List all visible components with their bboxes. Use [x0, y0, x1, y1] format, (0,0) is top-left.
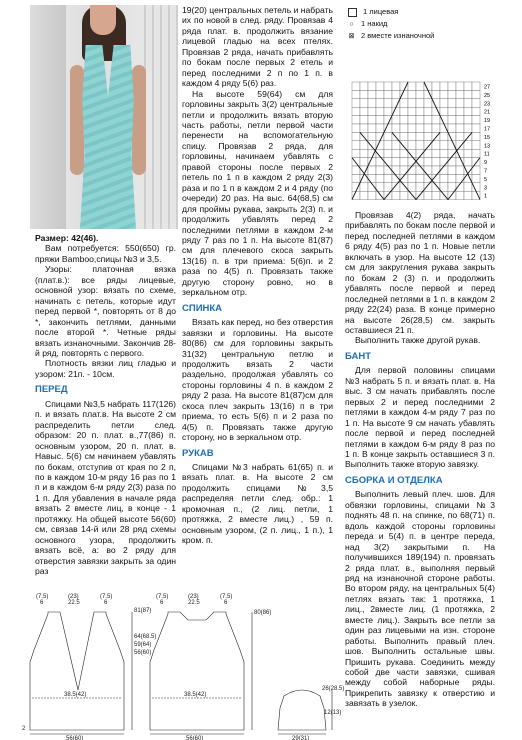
chart-cell: [360, 107, 368, 115]
chart-row-number: 13: [484, 143, 491, 150]
chart-cell: [432, 90, 440, 98]
chart-cell: [408, 158, 416, 166]
pattern-schematics: [20, 590, 345, 740]
chart-cell: [456, 90, 464, 98]
front-top-right-dim-b: 6: [104, 600, 108, 606]
chart-cell: [432, 191, 440, 199]
chart-cell: [440, 158, 448, 166]
chart-cell: [456, 107, 464, 115]
model-left-arm: [70, 65, 84, 175]
chart-cell: [352, 174, 360, 182]
chart-cell: [352, 124, 360, 132]
back-heading: СПИНКА: [182, 302, 223, 314]
chart-cell: [448, 82, 456, 90]
chart-cell: [456, 158, 464, 166]
chart-cell: [368, 90, 376, 98]
chart-cell: [384, 82, 392, 90]
chart-cell: [400, 107, 408, 115]
chart-cell: [424, 166, 432, 174]
chart-row-numbers: [484, 85, 490, 200]
middle-column: [182, 5, 333, 546]
chart-cell: [432, 166, 440, 174]
knit-symbol-icon: [348, 8, 357, 17]
sleeve-width-bottom: 29(31): [292, 736, 310, 740]
legend-item-purl2tog: ⊠ 2 вместе изнаночной: [348, 31, 435, 40]
back-height-80: 80(86): [254, 610, 272, 616]
chart-cell: [384, 149, 392, 157]
chart-cell: [464, 174, 472, 182]
back-top-left-dim: (7.5): [156, 594, 169, 600]
chart-cell: [376, 124, 384, 132]
chart-cell: [352, 99, 360, 107]
chart-cell: [464, 149, 472, 157]
chart-cell: [456, 132, 464, 140]
model-right-arm: [132, 65, 146, 175]
chart-cell: [456, 82, 464, 90]
chart-row-number: 1: [484, 193, 488, 200]
dress-photo: [30, 5, 178, 229]
chart-cell: [408, 132, 416, 140]
chart-cell: [440, 166, 448, 174]
chart-cell: [440, 183, 448, 191]
chart-cell: [448, 90, 456, 98]
back-top-mid-dim: (23): [188, 594, 199, 600]
chart-cell: [472, 132, 480, 140]
model-dress: [80, 45, 136, 229]
chart-cell: [376, 166, 384, 174]
chart-cell: [432, 183, 440, 191]
chart-cell: [456, 116, 464, 124]
chart-cell: [424, 132, 432, 140]
gauge-text: Плотность вязки лиц гладью и узором: 21п. - 10см.: [35, 358, 176, 379]
chart-cell: [392, 158, 400, 166]
chart-cell: [432, 107, 440, 115]
chart-cell: [472, 141, 480, 149]
left-column: [35, 233, 176, 577]
chart-cell: [408, 166, 416, 174]
front-top-left-dim-b: 6: [40, 600, 44, 606]
chart-cell: [400, 124, 408, 132]
chart-cell: [464, 124, 472, 132]
chart-cell: [464, 158, 472, 166]
chart-cell: [456, 191, 464, 199]
chart-cell: [376, 158, 384, 166]
chart-cell: [392, 82, 400, 90]
chart-cell: [384, 166, 392, 174]
chart-cell: [352, 82, 360, 90]
chart-cell: [408, 141, 416, 149]
front-schematic: [30, 612, 132, 734]
bow-text: Для первой половины спицами №3 набрать 5 п. и вязать плат. в. На выс. 3 см начать прибавлять после первых 2 и перед последними 2 петлями в каждом 4-м ряду 7 раз по 1 п. На высоте 9 см начать убавлять после первой и перед последней петлями в каждом 6-м ряду 8 раз по 1 п. В конце закрыть оставшиеся 3 п. Выполнить также вторую завязку.: [345, 365, 495, 470]
chart-cell: [352, 149, 360, 157]
front-top-mid-dim: (23): [68, 594, 79, 600]
chart-cell: [448, 99, 456, 107]
chart-cell: [424, 158, 432, 166]
chart-cell: [408, 90, 416, 98]
chart-cell: [352, 107, 360, 115]
chart-cell: [440, 149, 448, 157]
stitch-chart: [350, 80, 502, 204]
chart-cell: [376, 141, 384, 149]
chart-row-number: 15: [484, 134, 491, 141]
chart-cell: [440, 82, 448, 90]
front-heading: ПЕРЕД: [35, 384, 68, 396]
chart-cell: [440, 99, 448, 107]
chart-cell: [384, 183, 392, 191]
chart-cell: [416, 99, 424, 107]
chart-cell: [448, 158, 456, 166]
chart-cell: [392, 124, 400, 132]
chart-grid: [352, 82, 480, 200]
chart-cell: [464, 82, 472, 90]
chart-row-number: 7: [484, 168, 488, 175]
chart-cell: [368, 132, 376, 140]
patterns-text: Узоры: платочная вязка (плат.в.): все ряды лицевые, основной узор: вязать по схеме, начинать с петель, которые идут перед первой *, повторять от 8 до *, закончить петлями, данными после второй *. Четные ряды вязать изнаночными. Закончив 28-й ряд, повторять с первого.: [35, 264, 176, 358]
chart-cell: [360, 149, 368, 157]
front-continued-text: 19(20) центральных петель и набрать их по новой в след. ряду. Провязав 4 ряда плат. в. продолжить вязание лицевой гладью на всех птелях. Провязав 2 ряда, начать прибавлять по бокам после первых 2 етель и перед последними 2 п по 1 п. в каждом 4 ряду 5(6) раз.: [182, 5, 333, 89]
chart-cell: [408, 99, 416, 107]
chart-cell: [352, 183, 360, 191]
chart-cell: [368, 158, 376, 166]
chart-cell: [392, 107, 400, 115]
chart-cell: [392, 141, 400, 149]
back-width-mid: 38.5(42): [184, 692, 207, 698]
back-top-right-dim: (7.5): [220, 594, 233, 600]
chart-cell: [432, 124, 440, 132]
chart-cell: [472, 99, 480, 107]
chart-cell: [368, 99, 376, 107]
chart-legend: [348, 6, 434, 42]
chart-cell: [368, 124, 376, 132]
chart-cell: [400, 166, 408, 174]
chart-cell: [384, 107, 392, 115]
chart-cell: [456, 99, 464, 107]
chart-cell: [360, 158, 368, 166]
back-top-mid-dim-b: 22.5: [188, 600, 200, 606]
front-height-81: 81(87): [134, 608, 152, 614]
sleeve-height-26: 26(28.5): [322, 686, 345, 692]
chart-cell: [400, 82, 408, 90]
chart-cell: [384, 174, 392, 182]
chart-cell: [432, 158, 440, 166]
chart-cell: [392, 149, 400, 157]
chart-cell: [424, 124, 432, 132]
chart-row-number: 11: [484, 151, 490, 158]
chart-cell: [440, 107, 448, 115]
chart-cell: [440, 124, 448, 132]
chart-cell: [424, 99, 432, 107]
back-schematic: [150, 612, 252, 734]
chart-cell: [408, 82, 416, 90]
front-edge-dim: 2: [22, 726, 26, 732]
chart-cell: [440, 141, 448, 149]
chart-cell: [440, 174, 448, 182]
chart-cell: [408, 183, 416, 191]
other-sleeve-text: Выполнить также другой рукав.: [355, 335, 481, 346]
size-text: Размер: 42(46).: [35, 233, 99, 243]
chart-cell: [464, 183, 472, 191]
bow-heading: БАНТ: [345, 350, 371, 362]
chart-cell: [376, 107, 384, 115]
chart-cell: [472, 149, 480, 157]
chart-cell: [360, 191, 368, 199]
chart-cell: [360, 124, 368, 132]
sleeve-height-12: 12(13): [324, 710, 342, 716]
chart-cell: [400, 132, 408, 140]
front-height-64: 64(68.5): [134, 634, 157, 640]
assembly-heading: СБОРКА И ОТДЕЛКА: [345, 474, 443, 486]
chart-cell: [424, 107, 432, 115]
chart-cell: [400, 90, 408, 98]
chart-cell: [376, 132, 384, 140]
chart-cell: [416, 124, 424, 132]
chart-cell: [376, 82, 384, 90]
chart-row-number: 17: [484, 126, 491, 133]
chart-cell: [416, 174, 424, 182]
chart-cell: [368, 82, 376, 90]
chart-cell: [456, 174, 464, 182]
chart-cell: [464, 141, 472, 149]
chart-cell: [472, 82, 480, 90]
chart-cell: [456, 141, 464, 149]
chart-cell: [432, 116, 440, 124]
right-column: [345, 210, 495, 709]
chart-cell: [464, 107, 472, 115]
chart-cell: [472, 183, 480, 191]
chart-row-number: 23: [484, 101, 491, 108]
chart-cell: [416, 116, 424, 124]
sleeve-heading: РУКАВ: [182, 447, 214, 459]
chart-cell: [424, 191, 432, 199]
chart-row-number: 9: [484, 160, 488, 167]
chart-cell: [408, 116, 416, 124]
chart-cell: [400, 183, 408, 191]
chart-cell: [368, 174, 376, 182]
chart-cell: [352, 141, 360, 149]
purl2tog-symbol-icon: ⊠: [348, 32, 355, 40]
neckline-text: На высоте 59(64) см для горловины закрыть 3(2) центральные петли и продолжить вязать вторую часть работы, петли первой части перенести на вспомогательную спицу. Провязав 2 ряда, для горловины, начинаем убавлять с правой стороны после первых 2 петель по 1 п в каждом 2 ряду 2(3) раза и по 1 п в каждом 2 и 4 ряду (по очереди) 20 раз. На выс. 64(68,5) см для проймы рукава, закрыть 2(3) п. и продолжить убавлять перед 2 последними петлями в каждом 2-м ряду 7 раз по 1 п. На высоте 81(87) см для плечевого скоса закрыть 13(16) п. в три приема: 5(6)п. и 2 раза по 4(5) п. Провязать также другую сторону ровно, но в зеркальном отр.: [182, 88, 333, 298]
back-top-left-dim-b: 6: [160, 600, 164, 606]
chart-cell: [448, 107, 456, 115]
chart-cell: [432, 141, 440, 149]
back-top-right-dim-b: 6: [224, 600, 228, 606]
chart-cell: [392, 99, 400, 107]
chart-cell: [384, 99, 392, 107]
chart-cell: [416, 158, 424, 166]
chart-cell: [464, 191, 472, 199]
chart-cell: [464, 90, 472, 98]
chart-cell: [376, 116, 384, 124]
chart-cell: [432, 82, 440, 90]
chart-cell: [384, 116, 392, 124]
chart-cell: [400, 191, 408, 199]
chart-cell: [424, 116, 432, 124]
chart-cell: [448, 124, 456, 132]
chart-cell: [376, 90, 384, 98]
chart-cell: [400, 99, 408, 107]
chart-cell: [392, 183, 400, 191]
chart-cell: [424, 82, 432, 90]
chart-cell: [416, 90, 424, 98]
sleeve-text: Спицами №3 набрать 61(65) п. и вязать плат. в. На высоте 2 см продолжить спицами №3,5 распределяя петли след. обр.: 1 кромочная п., (2 лиц. петли, 1 протяжка, 2 вместе лиц.) , 59 п. основным узором, (2 п. лиц., 1 п.), 1 кром. п.: [182, 462, 333, 546]
chart-row-number: 3: [484, 185, 488, 192]
chart-cell: [376, 174, 384, 182]
chart-cell: [384, 141, 392, 149]
chart-cell: [448, 141, 456, 149]
chart-cell: [448, 116, 456, 124]
chart-cell: [368, 141, 376, 149]
chart-cell: [392, 191, 400, 199]
chart-cell: [448, 174, 456, 182]
chart-cell: [400, 116, 408, 124]
chart-cell: [440, 116, 448, 124]
chart-cell: [416, 107, 424, 115]
chart-cell: [472, 90, 480, 98]
chart-cell: [392, 116, 400, 124]
chart-cell: [352, 132, 360, 140]
chart-cell: [360, 141, 368, 149]
chart-cell: [432, 99, 440, 107]
chart-cell: [472, 116, 480, 124]
chart-cell: [360, 99, 368, 107]
front-top-left-dim: (7.5): [36, 594, 49, 600]
chart-cell: [360, 174, 368, 182]
chart-cell: [448, 132, 456, 140]
chart-cell: [448, 166, 456, 174]
chart-cell: [384, 124, 392, 132]
chart-cell: [424, 141, 432, 149]
chart-cell: [472, 124, 480, 132]
model-face: [90, 5, 116, 35]
chart-cell: [472, 191, 480, 199]
chart-cell: [376, 99, 384, 107]
chart-cell: [408, 107, 416, 115]
chart-row-number: 25: [484, 92, 491, 99]
chart-cell: [360, 183, 368, 191]
chart-cell: [416, 166, 424, 174]
chart-cell: [368, 166, 376, 174]
chart-cell: [360, 90, 368, 98]
chart-cell: [368, 191, 376, 199]
chart-cell: [384, 158, 392, 166]
chart-cell: [384, 132, 392, 140]
chart-cell: [440, 90, 448, 98]
chart-cell: [408, 174, 416, 182]
chart-cell: [368, 107, 376, 115]
chart-cell: [464, 116, 472, 124]
front-width-bottom: 56(60): [66, 736, 84, 740]
chart-cell: [384, 90, 392, 98]
yarnover-symbol-icon: ○: [349, 20, 354, 28]
chart-cell: [416, 82, 424, 90]
chart-cell: [416, 132, 424, 140]
sleeve-continued-text: Провязав 4(2) ряда, начать прибавлять по бокам после первой и перед последней петлями в каждом 6 ряду 4(5) раз по 1 п. Новые петли включать в узор. На высоте 12 (13) см для закругления рукава закрыть по бокам 2 (3) п. и продолжить убавлять после первой и перед последней петлями в 1 п. в каждом 2 ряду 22(24) раза. В конце примерно на высоте 26(28,5) см. закрыть оставшиеся 21 п.: [345, 210, 495, 335]
chart-cell: [464, 99, 472, 107]
front-width-mid: 38.5(42): [64, 692, 87, 698]
front-height-56: 56(60): [134, 650, 152, 656]
chart-row-number: 5: [484, 176, 488, 183]
chart-cell: [424, 183, 432, 191]
chart-cell: [400, 141, 408, 149]
front-top-mid-dim-b: 22.5: [68, 600, 80, 606]
chart-row-number: 27: [484, 84, 491, 91]
chart-cell: [416, 183, 424, 191]
chart-cell: [392, 90, 400, 98]
legend-item-knit: 1 лицевая: [348, 6, 434, 18]
chart-cell: [456, 166, 464, 174]
materials-text: Вам потребуется: 550(650) гр. пряжи Bamboo,спицы №3 и 3,5.: [35, 243, 176, 264]
chart-cell: [352, 90, 360, 98]
chart-cell: [368, 116, 376, 124]
chart-cell: [392, 166, 400, 174]
chart-cell: [400, 158, 408, 166]
chart-cell: [360, 82, 368, 90]
chart-cell: [432, 149, 440, 157]
assembly-text: Выполнить левый плеч. шов. Для обвязки горловины, спицами №3 поднять 48 п. на спинке, по 68(71) п. вдоль каждой стороны горловины переда и 5(4) п. в центре переда, над 3(2) закрытыми п. На получившихся 189(194) п. провязать 2 ряда плат. в., выполняя первый ряд на изнаночной стороне работы. Во втором ряду, на центральных 5(4) петлях вязать так: 1 протяжка, 1 лиц., 2вместе лиц. (1 протяжка, 2 вместе лиц.). Закрыть все петли за один раз лицевыми на изн. стороне работы. Выполнить правый плеч. шов. Выполнить остальные швы. Пришить рукава. Соединить между собой две части завязки, сшивая между собой наборные ряды. Прикрепить завязку к отверстию и завязать в узелок.: [345, 489, 495, 709]
chart-row-number: 19: [484, 118, 491, 125]
back-width-bottom: 56(60): [186, 736, 204, 740]
legend-item-yarnover: ○ 1 накид: [349, 19, 388, 28]
chart-cell: [352, 191, 360, 199]
chart-cell: [360, 116, 368, 124]
chart-cell: [408, 124, 416, 132]
front-text: Спицами №3,5 набрать 117(126) п. и вязать плат.в. На высоте 2 см распределить петли след. образом: 20 п. плат. в.,77(86) п. основным узором, 20 п. плат. в. Навыс. 5(6) см начинаем убавлять по бокам, отступив от края по 2 п, по в каждом 10-м ряду 16 раз по 1 п и в каждом 6-м ряду 2(3) раза по 1 п. Для убавления в начале ряда вязать 2 вместе лиц, в конце - 1 протяжку. На общей высоте 56(60) см, связав 14-й или 28 ряд схемы основного узора, продолжить вязать всё, а: во 2 ряду для отверстия завязки закрыть за один раз: [35, 398, 176, 577]
chart-cell: [472, 174, 480, 182]
chart-cell: [424, 90, 432, 98]
chart-cell: [416, 141, 424, 149]
chart-cell: [472, 107, 480, 115]
back-text: Вязать как перед, но без отверстия завязки и горловины. На высоте 80(86) см для горловины закрыть 31(32) центральную петлю и продолжить вязать 2 части раздельно, продолжая убавлять со стороны горловины 4 п. в каждом 2 ряду 2 раза. На высоте 81(87)см для скоса плеч закрыть 13(16) п в три приема, то есть 5(6) п и 2 раза по 4(5) п. Провязать также другую сторону, но в зеркальном отр.: [182, 317, 333, 443]
front-top-right-dim: (7.5): [100, 594, 113, 600]
chart-cell: [440, 132, 448, 140]
chart-cell: [352, 116, 360, 124]
chart-row-number: 21: [484, 109, 491, 116]
front-height-59: 59(64): [134, 642, 152, 648]
chart-cell: [456, 124, 464, 132]
door-background: [30, 5, 66, 229]
